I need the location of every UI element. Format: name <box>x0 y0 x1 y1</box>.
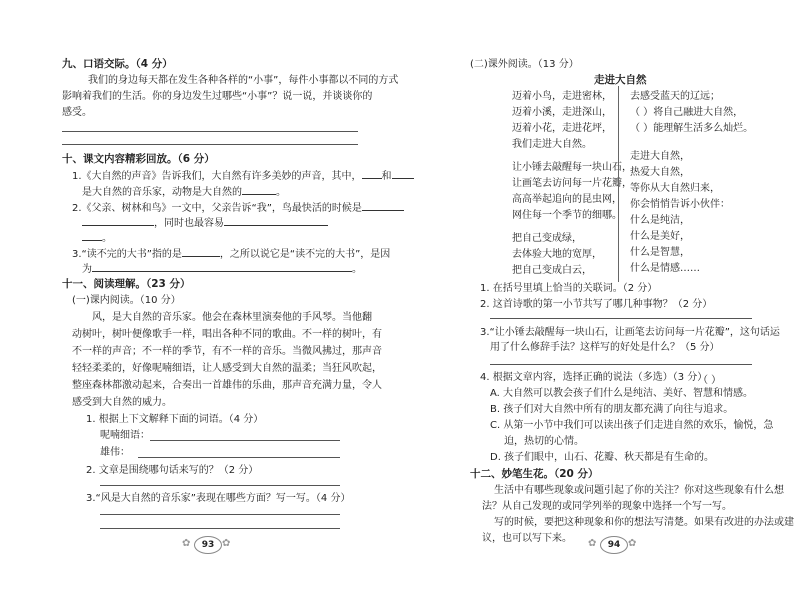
fill-blank[interactable] <box>82 230 102 241</box>
poem-line: 什么是纯洁， <box>630 215 690 226</box>
option-d: D. 孩子们眼中，山石、花瓣、秋天都是有生命的。 <box>490 452 715 463</box>
page-number: 94 <box>600 536 628 554</box>
poem-line: 高高举起追向的昆虫网， <box>512 194 622 205</box>
question-text: 用了什么修辞手法？这样写的好处是什么？（5 分） <box>490 342 720 353</box>
fill-blank[interactable] <box>242 184 276 195</box>
passage-line: 感受到大自然的威力。 <box>72 397 172 408</box>
section-9-text-line: 感受。 <box>62 107 92 118</box>
poem-line: 迈着小溪，走进深山， <box>512 107 612 118</box>
question-text: 1. 在括号里填上恰当的关联词。（2 分） <box>480 283 658 294</box>
fill-blank[interactable] <box>362 168 382 179</box>
question-text: 是大自然的音乐家，动物是大自然的 。 <box>82 184 286 199</box>
option-c-cont: 迫，热切的心情。 <box>504 436 584 447</box>
poem-line: 走进大自然， <box>630 151 690 162</box>
question-text: 2. 这首诗歌的第一小节共写了哪几种事物？（2 分） <box>480 299 713 310</box>
answer-line[interactable] <box>100 514 340 515</box>
poem-line: 让画笔去访问每一片花瓣， <box>512 178 632 189</box>
poem-title: 走进大自然 <box>594 74 647 86</box>
poem-line: 你会悄悄告诉小伙伴： <box>630 199 730 210</box>
answer-line[interactable] <box>100 485 340 486</box>
question-text: 。 <box>82 230 112 245</box>
answer-line[interactable] <box>100 528 340 529</box>
poem-line: 去感受蓝天的辽远； <box>630 91 720 102</box>
poem-line: 热爱大自然， <box>630 167 690 178</box>
poem-line: 什么是情感…… <box>630 263 700 274</box>
section-12-text-line: 法？从自己发现的或同学列举的现象中选择一个写一写。 <box>482 501 732 512</box>
question-text: 为 。 <box>82 261 362 276</box>
page-number: 93 <box>194 536 222 554</box>
section-9-title: 九、口语交际。（4 分） <box>62 58 173 70</box>
question-text: 2.《父亲、树林和鸟》一文中，父亲告诉“我”，鸟最快活的时候是 <box>72 200 404 215</box>
section-9-text-line: 影响着我们的生活。你的身边发生过哪些“小事”？说一说，并谈谈你的 <box>62 91 373 102</box>
poem-line: 我们走进大自然。 <box>512 139 592 150</box>
passage-line: 动树叶，树叶便像歌手一样，唱出各种不同的歌曲。不一样的树叶，有 <box>72 329 382 340</box>
section-12-text-line: 写的时候，要把这种现象和你的想法写清楚。如果有改进的办法或建 <box>494 517 794 528</box>
question-text: 3.“让小锤去敲醒每一块山石，让画笔去访问每一片花瓣”，这句话运 <box>480 327 780 338</box>
poem-line: 去体验大地的宽厚， <box>512 249 602 260</box>
word-label: 呢喃细语： <box>100 430 150 441</box>
question-text: 1. 根据上下文解释下面的词语。（4 分） <box>86 414 264 425</box>
poem-line: （ ）将自己融进大自然， <box>630 107 744 118</box>
question-text: 4. 根据文章内容，选择正确的说法（多选）（3 分） <box>480 372 708 383</box>
option-b: B. 孩子们对大自然中所有的朋友都充满了向往与追求。 <box>490 404 734 415</box>
question-text: 2. 文章是围绕哪句话来写的？（2 分） <box>86 465 259 476</box>
fill-blank[interactable] <box>92 261 352 272</box>
poem-line: 迈着小花，走进花坪， <box>512 123 612 134</box>
flower-ornament-icon: ✿ <box>182 538 191 549</box>
paren-blank[interactable]: （ ） <box>630 107 654 118</box>
poem-line: （ ）能理解生活多么灿烂。 <box>630 123 754 134</box>
poem-divider <box>618 86 619 282</box>
answer-paren[interactable]: （ ） <box>698 375 722 386</box>
section-9-text-line: 我们的身边每天都在发生各种各样的“小事”，每件小事都以不同的方式 <box>88 75 399 86</box>
fill-blank[interactable] <box>182 246 220 257</box>
section-12-title: 十二、妙笔生花。（20 分） <box>470 468 599 480</box>
answer-line[interactable] <box>62 144 358 145</box>
passage-line: 不一样的声音；不一样的季节，有不一样的音乐。当微风拂过，那声音 <box>72 346 382 357</box>
subsection-title: (一)课内阅读。（10 分） <box>72 295 181 306</box>
passage-line: 整座森林都激动起来，合奏出一首雄伟的乐曲，那声音充满力量，令人 <box>72 380 382 391</box>
paren-blank[interactable]: （ ） <box>630 123 654 134</box>
subsection-title: (二)课外阅读。（13 分） <box>470 59 579 70</box>
question-text: 3.“风是大自然的音乐家”表现在哪些方面？写一写。（4 分） <box>86 493 351 504</box>
fill-blank[interactable] <box>362 200 404 211</box>
poem-line: 什么是美好， <box>630 231 690 242</box>
answer-line[interactable] <box>490 318 752 319</box>
passage-line: 轻轻柔柔的，好像呢喃细语，让人感受到大自然的温柔；当狂风吹起， <box>72 363 382 374</box>
poem-line: 网住每一个季节的细哪。 <box>512 210 622 221</box>
answer-line[interactable] <box>490 364 752 365</box>
section-12-text-line: 议，也可以写下来。 <box>482 533 572 544</box>
question-text: 1.《大自然的声音》告诉我们，大自然有许多美妙的声音，其中， 和 <box>72 168 414 183</box>
poem-line: 什么是智慧， <box>630 247 690 258</box>
answer-line[interactable] <box>138 457 340 458</box>
option-a: A. 大自然可以教会孩子们什么是纯洁、美好、智慧和情感。 <box>490 388 754 399</box>
poem-line: 让小锤去敲醒每一块山石， <box>512 162 632 173</box>
fill-blank[interactable] <box>224 215 328 226</box>
flower-ornament-icon: ✿ <box>588 538 597 549</box>
section-10-title: 十、课文内容精彩回放。（6 分） <box>62 153 215 165</box>
flower-ornament-icon: ✿ <box>628 538 637 549</box>
section-12-text-line: 生活中有哪些现象或问题引起了你的关注？你对这些现象有什么想 <box>494 485 784 496</box>
answer-line[interactable] <box>150 440 340 441</box>
poem-line: 等你从大自然归来， <box>630 183 720 194</box>
poem-line: 迈着小鸟，走进密林， <box>512 91 612 102</box>
poem-line: 把自己变成绿， <box>512 233 582 244</box>
option-c: C. 从第一小节中我们可以读出孩子们走进自然的欢乐，愉悦，急 <box>490 420 774 431</box>
flower-ornament-icon: ✿ <box>222 538 231 549</box>
word-label: 雄伟： <box>100 447 130 458</box>
passage-line: 风，是大自然的音乐家。他会在森林里演奏他的手风琴。当他翻 <box>92 312 372 323</box>
poem-line: 把自己变成白云， <box>512 265 592 276</box>
question-text: 3.“读不完的大书”指的是 ，之所以说它是“读不完的大书”，是因 <box>72 246 390 261</box>
answer-line[interactable] <box>62 131 358 132</box>
fill-blank[interactable] <box>392 168 414 179</box>
fill-blank[interactable] <box>82 215 154 226</box>
question-text: ，同时也最容易 <box>82 215 328 230</box>
section-11-title: 十一、阅读理解。（23 分） <box>62 278 191 290</box>
